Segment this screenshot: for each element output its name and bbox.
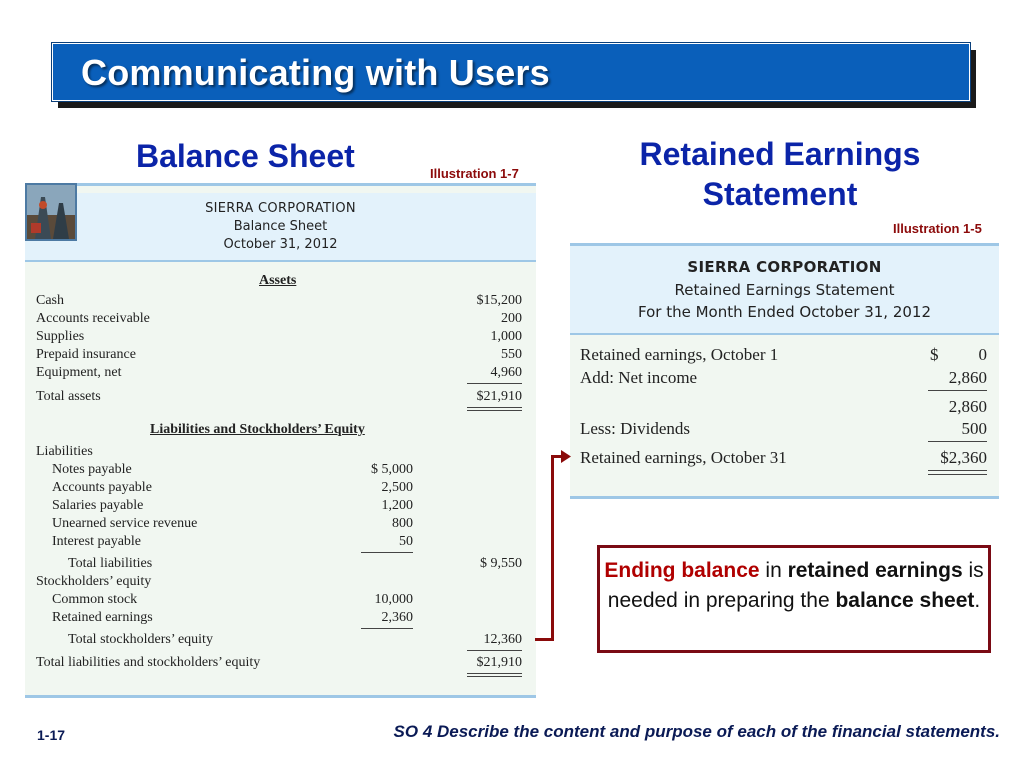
bs-date: October 31, 2012 [223, 237, 338, 252]
retained-earnings-heading-line1: Retained Earnings [639, 136, 921, 172]
connector-bottom [535, 638, 554, 641]
total-liab-equity-label: Total liabilities and stockholders’ equity [36, 655, 261, 670]
equity-label: Stockholders’ equity [36, 574, 152, 589]
assets-section-title: Assets [259, 273, 297, 288]
asset-label: Equipment, net [36, 365, 122, 380]
re-row-value: 500 [961, 419, 987, 438]
liability-label: Notes payable [52, 462, 132, 477]
illustration-1-7-label: Illustration 1-7 [430, 166, 519, 181]
callout-text-in: in [759, 559, 788, 582]
re-row-value: 0 [978, 345, 987, 364]
asset-label: Accounts receivable [36, 311, 150, 326]
liability-value: 2,500 [381, 480, 413, 495]
total-equity-value: 12,360 [483, 632, 522, 647]
total-liabilities-label: Total liabilities [68, 556, 153, 571]
asset-value: 200 [501, 311, 522, 326]
re-row-value: 2,860 [948, 368, 987, 387]
slide-number: 1-17 [37, 727, 66, 743]
asset-value: 550 [501, 347, 522, 362]
re-subtotal-rule-1 [928, 390, 987, 391]
liab-equity-section-title: Liabilities and Stockholders’ Equity [150, 422, 365, 437]
asset-value: $15,200 [476, 293, 522, 308]
total-assets-double-rule-2 [467, 410, 522, 411]
callout-ending-balance: Ending balance [604, 559, 760, 582]
retained-earnings-heading [600, 134, 960, 214]
bs-company: SIERRA CORPORATION [205, 201, 356, 216]
slide-title: Communicating with Users [81, 52, 550, 93]
re-company: SIERRA CORPORATION [687, 258, 882, 276]
callout-retained-earnings: retained earnings [787, 559, 963, 582]
asset-value: 4,960 [490, 365, 522, 380]
liabilities-label: Liabilities [36, 444, 93, 459]
liability-value: $ 5,000 [371, 462, 413, 477]
title-banner [52, 43, 970, 101]
re-statement-name: Retained Earnings Statement [674, 281, 895, 299]
study-objective-footer: SO 4 Describe the content and purpose of each of the financial statements. [393, 722, 1000, 741]
arrow-head-icon [561, 450, 571, 463]
liability-value: 800 [392, 516, 413, 531]
liabilities-subtotal-rule [361, 552, 413, 553]
re-row-value: 2,860 [948, 397, 987, 416]
re-row-label: Retained earnings, October 1 [580, 345, 779, 364]
illustration-1-5-label: Illustration 1-5 [893, 221, 982, 236]
total-liab-equity-double-rule-2 [467, 676, 522, 677]
callout-text-needed: is needed in preparing the [607, 559, 984, 612]
equity-item-label: Retained earnings [52, 610, 153, 625]
total-equity-label: Total stockholders’ equity [68, 632, 213, 647]
balance-sheet-header [25, 193, 536, 262]
callout-period: . [974, 589, 981, 612]
bs-statement-name: Balance Sheet [233, 219, 328, 234]
liability-label: Accounts payable [52, 480, 152, 495]
total-equity-rule [467, 650, 522, 651]
re-dollar-sign: $ [930, 345, 939, 364]
re-ending-double-rule-2 [928, 474, 987, 475]
liability-label: Unearned service revenue [52, 516, 198, 531]
asset-label: Prepaid insurance [36, 347, 136, 362]
total-liabilities-value: $ 9,550 [480, 556, 522, 571]
equity-subtotal-rule [361, 628, 413, 629]
retained-earnings-heading-line2: Statement [702, 176, 858, 212]
liability-value: 1,200 [381, 498, 413, 513]
assets-subtotal-rule [467, 383, 522, 384]
total-assets-label: Total assets [36, 389, 101, 404]
re-row-label: Add: Net income [580, 368, 698, 387]
retained-earnings-panel [570, 243, 999, 499]
total-liab-equity-double-rule-1 [467, 673, 522, 674]
total-liab-equity-value: $21,910 [476, 655, 522, 670]
liability-value: 50 [399, 534, 413, 549]
panel-top-rule [25, 183, 536, 186]
ending-balance-callout [597, 545, 991, 653]
re-subtotal-rule-2 [928, 441, 987, 442]
total-assets-double-rule-1 [467, 407, 522, 408]
total-assets-value: $21,910 [476, 389, 522, 404]
asset-label: Supplies [36, 329, 85, 344]
re-ending-double-rule-1 [928, 470, 987, 471]
oil-rig-photo-thumbnail [25, 183, 77, 241]
re-row-value: $2,360 [940, 448, 987, 467]
retained-earnings-header [570, 243, 999, 335]
re-period: For the Month Ended October 31, 2012 [638, 303, 931, 321]
re-row-label: Retained earnings, October 31 [580, 448, 787, 467]
liability-label: Salaries payable [52, 498, 144, 513]
callout-balance-sheet: balance sheet [835, 589, 975, 612]
equity-item-value: 2,360 [381, 610, 413, 625]
connector-vertical [551, 455, 554, 641]
equity-item-value: 10,000 [374, 592, 413, 607]
balance-sheet-panel [25, 183, 536, 698]
asset-value: 1,000 [490, 329, 522, 344]
liability-label: Interest payable [52, 534, 142, 549]
equity-item-label: Common stock [52, 592, 138, 607]
re-row-label: Less: Dividends [580, 419, 691, 438]
balance-sheet-heading: Balance Sheet [136, 138, 355, 174]
asset-label: Cash [36, 293, 64, 308]
